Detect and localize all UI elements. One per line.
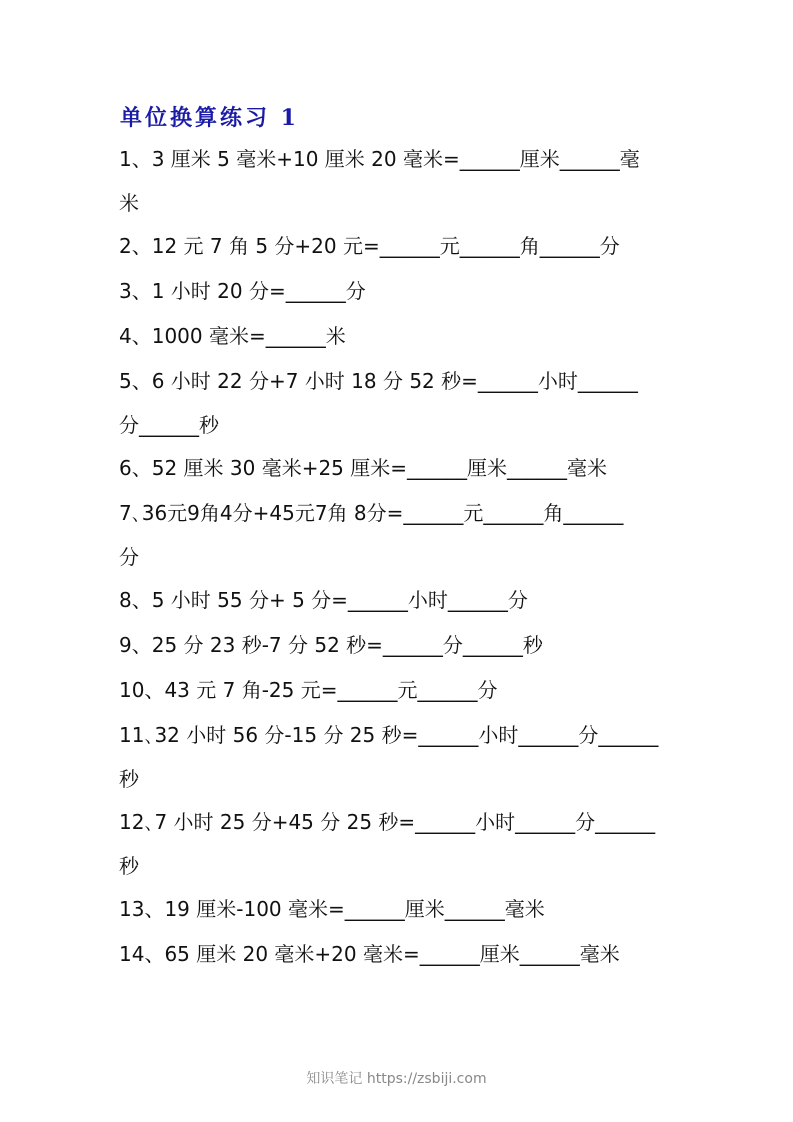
question-text: 12､7 小时 25 分+45 分 25 秒=______小时______分______ xyxy=(119,810,656,834)
question-item xyxy=(119,224,679,269)
question-text: 5、6 小时 22 分+7 小时 18 分 52 秒=______小时______ xyxy=(119,369,638,393)
question-text-continued: 分______秒 xyxy=(119,413,219,437)
question-text-continued: 米 xyxy=(119,191,139,215)
question-text-continued: 秒 xyxy=(119,854,139,878)
question-text: 14、65 厘米 20 毫米+20 毫米=______厘米______毫米 xyxy=(119,942,620,966)
question-text-continued: 秒 xyxy=(119,767,139,791)
question-text: 9、25 分 23 秒-7 分 52 秒=______分______秒 xyxy=(119,633,543,657)
question-item xyxy=(119,137,679,224)
question-item xyxy=(119,623,679,668)
question-text: 6、52 厘米 30 毫米+25 厘米=______厘米______毫米 xyxy=(119,456,608,480)
question-text: 11､32 小时 56 分-15 分 25 秒=______小时______分______ xyxy=(119,723,659,747)
page-title: 单位换算练习 1 xyxy=(120,105,299,131)
question-item xyxy=(119,491,679,578)
question-text: 8、5 小时 55 分+ 5 分=______小时______分 xyxy=(119,588,528,612)
question-text: 7､36元9角4分+45元7角 8分=______元______角______ xyxy=(119,501,624,525)
question-list xyxy=(119,137,679,977)
question-item xyxy=(119,932,679,977)
question-item xyxy=(119,887,679,932)
question-item xyxy=(119,668,679,713)
question-text: 13、19 厘米-100 毫米=______厘米______毫米 xyxy=(119,897,545,921)
question-item xyxy=(119,359,679,446)
question-text-continued: 分 xyxy=(119,545,139,569)
question-text: 2、12 元 7 角 5 分+20 元=______元______角______分 xyxy=(119,234,620,258)
question-item xyxy=(119,578,679,623)
question-text: 3、1 小时 20 分=______分 xyxy=(119,279,366,303)
question-item xyxy=(119,446,679,491)
question-item xyxy=(119,269,679,314)
question-item xyxy=(119,314,679,359)
question-item xyxy=(119,800,679,887)
question-text: 10、43 元 7 角-25 元=______元______分 xyxy=(119,678,498,702)
question-text: 1、3 厘米 5 毫米+10 厘米 20 毫米=______厘米______毫 xyxy=(119,147,640,171)
question-item xyxy=(119,713,679,800)
question-text: 4、1000 毫米=______米 xyxy=(119,324,346,348)
footer-watermark: 知识笔记 https://zsbiji.com xyxy=(306,1071,487,1087)
